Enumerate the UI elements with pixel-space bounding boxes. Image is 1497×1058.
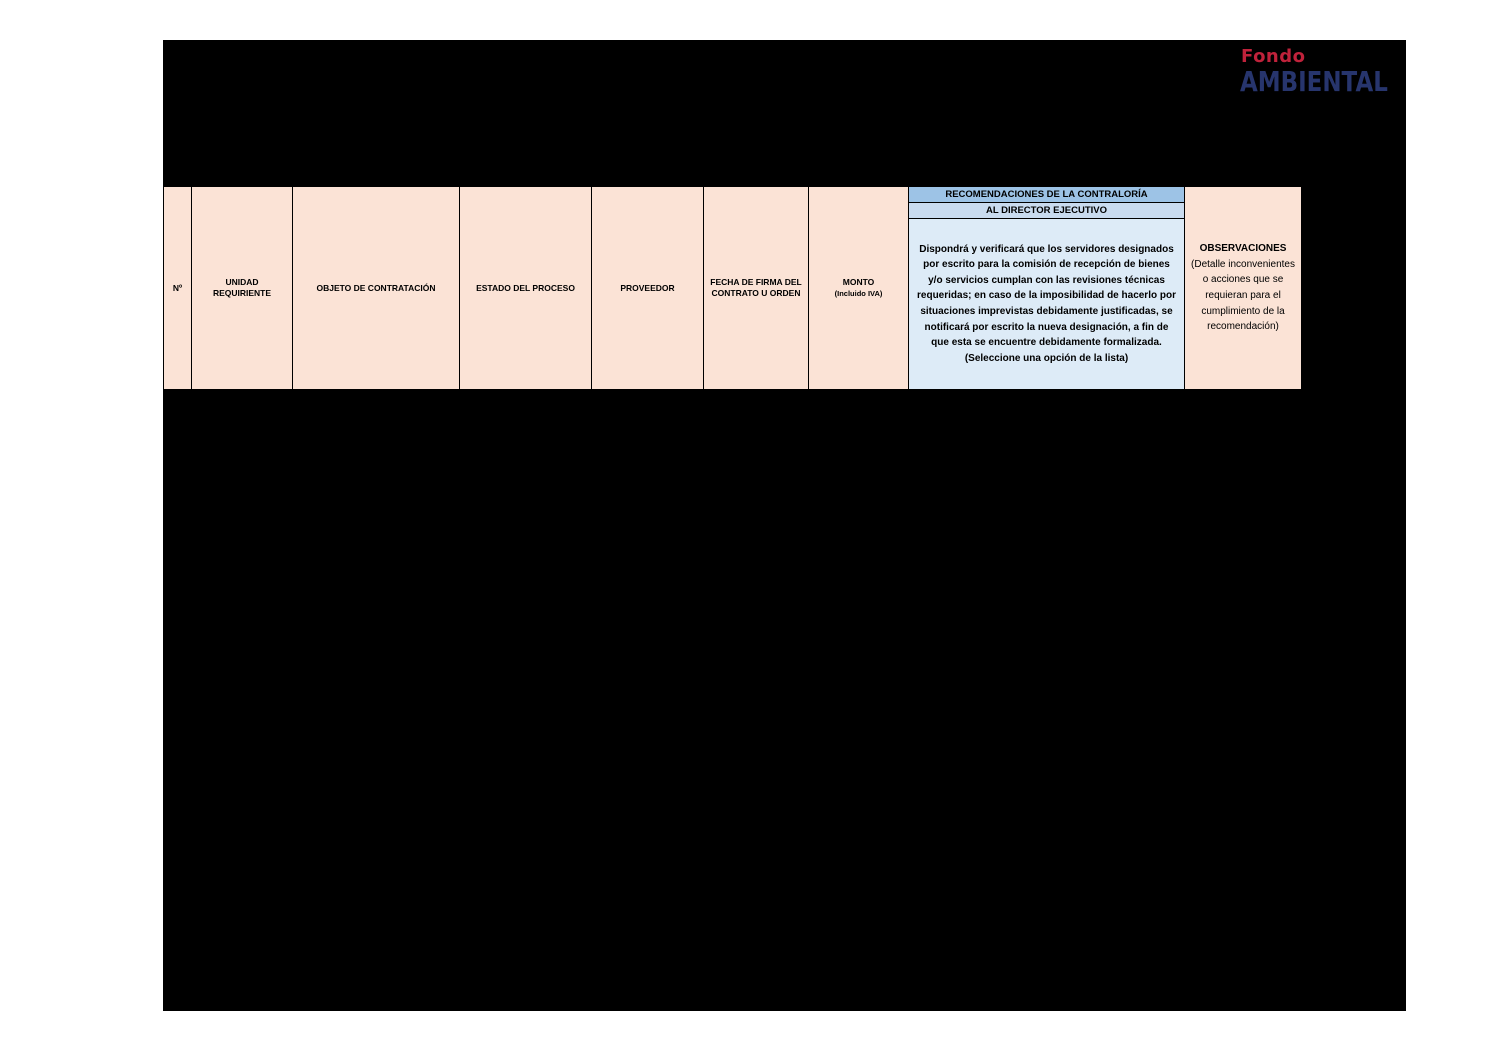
- header-label: UNIDAD REQUIRIENTE: [212, 277, 272, 298]
- header-cell-monto: [808, 186, 909, 390]
- recommendation-title: RECOMENDACIONES DE LA CONTRALORÍA: [908, 186, 1185, 203]
- header-cell-fecha-firma: [703, 186, 809, 390]
- recommendation-text: Dispondrá y verificará que los servidores designados por escrito para la comisión de recepción de bienes y/o servicios cumplan con las revisiones técnicas requeridas; en caso de la imposibilidad de hacerlo por situaciones imprevistas debidamente justificadas, se notificará por escrito la nueva designación, a fin de que esta se encuentre debidamente formalizada.: [917, 243, 1176, 349]
- recommendation-subtitle: AL DIRECTOR EJECUTIVO: [908, 202, 1185, 219]
- fondo-ambiental-logo: [1240, 46, 1400, 98]
- header-label: Nº: [172, 282, 183, 293]
- header-label: OBJETO DE CONTRATACIÓN: [316, 282, 436, 293]
- observations-title: OBSERVACIONES: [1199, 243, 1287, 255]
- header-cell-objeto-contratacion: [292, 186, 460, 390]
- observations-detail: (Detalle inconvenientes o acciones que se requieran para el cumplimiento de la recomendación): [1191, 258, 1295, 333]
- logo-text-fondo: Fondo: [1241, 46, 1306, 67]
- header-sublabel: (Incluido IVA): [834, 289, 883, 298]
- recommendation-cell: [908, 218, 1185, 390]
- header-label: MONTO: [842, 277, 875, 287]
- header-cell-number: [163, 186, 192, 390]
- header-cell-estado-proceso: [459, 186, 592, 390]
- header-label: ESTADO DEL PROCESO: [476, 282, 575, 293]
- header-cell-unidad-requiriente: [191, 186, 293, 390]
- header-label: PROVEEDOR: [620, 282, 675, 293]
- logo-text-ambiental: AMBIENTAL: [1240, 65, 1388, 98]
- header-cell-proveedor: [591, 186, 704, 390]
- observations-cell: [1184, 186, 1302, 390]
- header-label: FECHA DE FIRMA DEL CONTRATO U ORDEN: [710, 277, 802, 298]
- recommendation-note: (Seleccione una opción de la lista): [964, 352, 1129, 364]
